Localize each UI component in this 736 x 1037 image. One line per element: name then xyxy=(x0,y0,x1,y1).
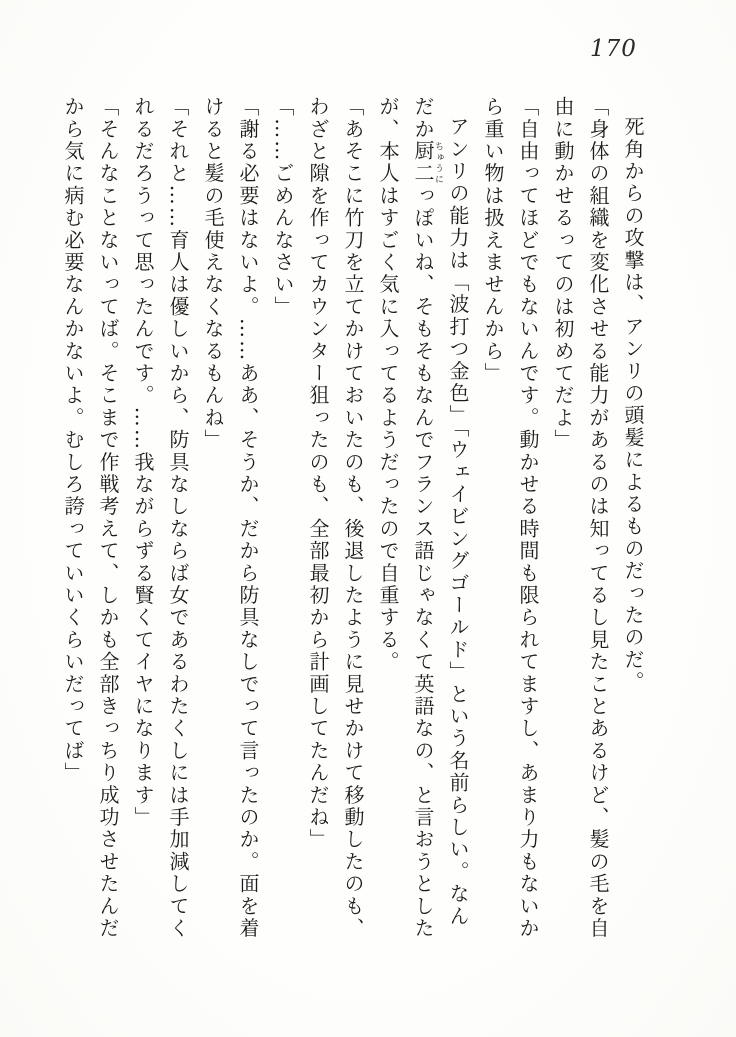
ruby-annotated-word: 厨二ちゅうに xyxy=(411,140,443,185)
paragraph: 「……ごめんなさい」 xyxy=(271,96,295,318)
paragraph: 「そんなことないってば。そこまで作戦考えて、しかも全部きっちり成功させたんだから気に病む必要なんかないよ。むしろ誇っていいくらいだってば」 xyxy=(61,96,120,940)
page-text xyxy=(55,96,650,946)
paragraph: 「あそこに竹刀を立てかけておいたのも、後退したように見せかけて移動したのも、わざと隙を作ってカウンター狙ったのも、全部最初から計画してたんだね」 xyxy=(306,96,365,940)
paragraph: 「それと……育人は優しいから、防具なしならば女であるわたくしには手加減してくれるだろうって思ったんです。……我ながらずる賢くてイヤになります」 xyxy=(131,96,190,940)
page-number: 170 xyxy=(590,36,637,62)
paragraph: 「自由ってほどでもないんです。動かせる時間も限られてますし、あまり力もないから重い物は扱えませんから」 xyxy=(481,96,540,940)
paragraph: アンリの能力は「波打つ金色」「ウェイビングゴールド」という名前らしい。なんだか厨二ちゅうにっぽいね、そもそもなんでフランス語じゃなくて英語なの、と言おうとしたが、本人はすごく気に入ってるようだったので自重する。 xyxy=(376,96,470,940)
paragraph: 「謝る必要はないよ。……ああ、そうか、だから防具なしでって言ったのか。面を着けると髪の毛使えなくなるもんね」 xyxy=(201,96,260,940)
paragraph: 「身体の組織を変化させる能力があるのは知ってるし見たことあるけど、髪の毛を自由に動かせるってのは初めてだよ」 xyxy=(551,96,610,940)
paragraph: 死角からの攻撃は、アンリの頭髪によるものだったのだ。 xyxy=(621,116,645,694)
furigana: ちゅうに xyxy=(433,140,443,185)
